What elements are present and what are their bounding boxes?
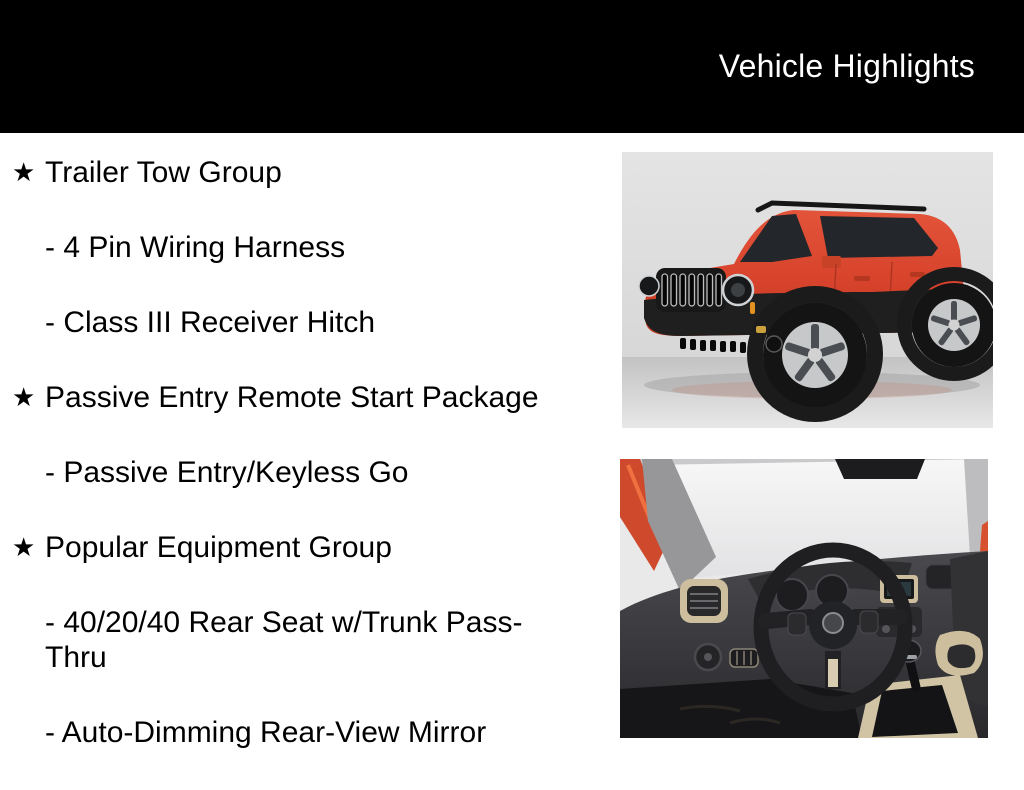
feature-sub-item-label: - Class III Receiver Hitch [45, 306, 376, 339]
feature-sub-item [0, 605, 545, 675]
feature-sub-item-label: - 4 Pin Wiring Harness [45, 231, 346, 264]
feature-sub-item [0, 305, 545, 340]
feature-group-label: Trailer Tow Group [45, 156, 282, 189]
vehicle-exterior-illustration [622, 152, 993, 428]
feature-list [0, 133, 545, 790]
feature-group [0, 155, 545, 190]
feature-group-label: Passive Entry Remote Start Package [45, 381, 539, 414]
feature-sub-item [0, 230, 545, 265]
feature-sub-item-label: - 40/20/40 Rear Seat w/Trunk Pass-Thru [45, 606, 523, 674]
feature-group-label: Popular Equipment Group [45, 531, 392, 564]
vehicle-exterior-photo [622, 152, 993, 428]
header-bar [0, 0, 1024, 133]
page-title: Vehicle Highlights [718, 47, 975, 84]
feature-sub-item-label: - Auto-Dimming Rear-View Mirror [45, 716, 487, 749]
feature-group [0, 380, 545, 415]
feature-group [0, 530, 545, 565]
vehicle-interior-illustration [620, 459, 988, 738]
star-bullet-icon: ★ [12, 382, 36, 412]
star-bullet-icon: ★ [12, 532, 36, 562]
feature-sub-item [0, 715, 545, 750]
star-bullet-icon: ★ [12, 157, 36, 187]
vehicle-interior-photo [620, 459, 988, 738]
feature-sub-item-label: - Passive Entry/Keyless Go [45, 456, 409, 489]
feature-sub-item [0, 455, 545, 490]
